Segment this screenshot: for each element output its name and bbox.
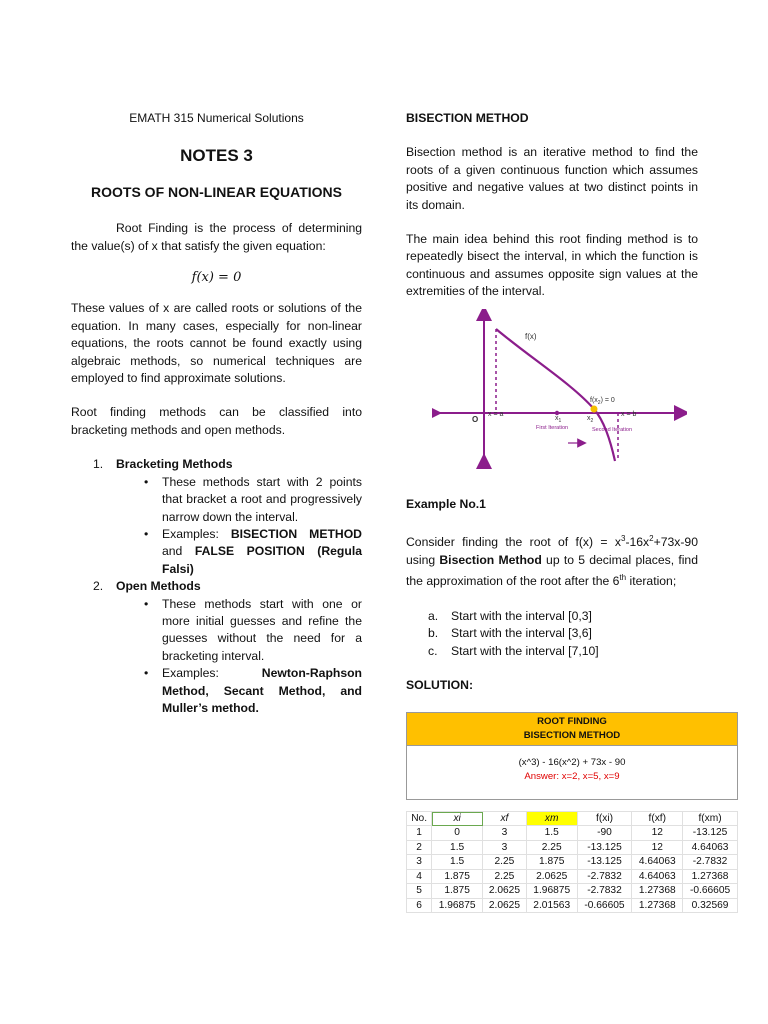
option-letter: c. [428, 643, 438, 658]
table-row [407, 826, 738, 840]
table-cell: 12 [632, 840, 683, 854]
table-title-line2: BISECTION METHOD [523, 729, 621, 741]
table-cell: -13.125 [577, 855, 632, 869]
root-point [591, 405, 598, 412]
table-cell: 1.96875 [432, 898, 483, 912]
notes-title: NOTES 3 [180, 146, 253, 166]
x1-label: $x_1$ [555, 414, 562, 424]
table-cell: 1.5 [432, 840, 483, 854]
table-cell: 6 [407, 898, 432, 912]
classification-paragraph: Root finding methods can be classified into bracketing methods and open methods. [71, 405, 362, 437]
header-fxm: f(xm) [683, 812, 738, 826]
bisection-heading: BISECTION METHOD [406, 111, 529, 125]
table-cell: 1 [407, 826, 432, 840]
interval-options [406, 608, 698, 660]
table-cell: 4.64063 [632, 869, 683, 883]
table-equation: (x^3) - 16(x^2) + 73x - 90 [518, 757, 626, 769]
bullet-text: Examples: [162, 666, 262, 681]
example-text: up to 5 decimal places, find the approximation of the root after the 6 [406, 552, 698, 589]
table-cell: 2.25 [483, 855, 527, 869]
course-title: EMATH 315 Numerical Solutions [129, 111, 304, 125]
bullet-bold: BISECTION METHOD [230, 526, 362, 541]
table-row [407, 898, 738, 912]
table-row [407, 840, 738, 854]
option-item [406, 625, 698, 642]
bullet-text: These methods start with one or more initial guesses and refine the guesses without the need for a bracketing interval. [162, 596, 362, 663]
function-curve [496, 329, 615, 461]
example-sup: 2 [649, 534, 654, 544]
bisection-graph [432, 309, 687, 469]
table-cell: 3 [483, 826, 527, 840]
table-cell: 2.25 [483, 869, 527, 883]
table-title-line1: ROOT FINDING [537, 716, 607, 728]
table-cell: 4 [407, 869, 432, 883]
example-text: Consider finding the root of f(x) = x [406, 535, 621, 550]
option-item [406, 643, 698, 660]
table-cell: -13.125 [577, 840, 632, 854]
header-fxi: f(xi) [577, 812, 632, 826]
bisection-idea: The main idea behind this root finding method is to repeatedly bisect the interval, in which the function is continuous and assumes opposite sign values at the extremities of the interval. [406, 232, 698, 299]
table-cell: 1.875 [526, 855, 577, 869]
example-statement [406, 530, 698, 590]
bullet-item [116, 526, 362, 578]
table-body [407, 826, 738, 912]
method-list [71, 456, 362, 717]
topic-heading: ROOTS OF NON-LINEAR EQUATIONS [91, 183, 342, 200]
table-cell: 4.64063 [632, 855, 683, 869]
second-iteration-label: Second Iteration [592, 426, 633, 433]
list-item [71, 578, 362, 717]
table-row [407, 884, 738, 898]
table-row [407, 855, 738, 869]
table-header-row [407, 812, 738, 826]
example-text: +73x-90 using [406, 535, 698, 567]
x-b-label: x = b [621, 410, 637, 418]
table-cell: 2.25 [526, 840, 577, 854]
table-answer: Answer: x=2, x=5, x=9 [524, 770, 620, 782]
example-title: Example No.1 [406, 497, 486, 512]
table-cell: -0.66605 [683, 884, 738, 898]
table-row [407, 869, 738, 883]
header-no: No. [407, 812, 432, 826]
list-number: 1. [93, 457, 104, 472]
bisection-definition: Bisection method is an iterative method to find the roots of a given continuous function which assumes positive and negative values at two distinct points in its domain. [406, 145, 698, 212]
bullet-bold: Newton-Raphson Method, Secant Method, and Muller’s method. [162, 666, 362, 715]
spacer-cell [407, 800, 738, 812]
bullet-text: and [162, 544, 195, 559]
root-finding-table [406, 712, 738, 912]
option-text: Start with the interval [0,3] [451, 608, 592, 623]
table-cell: 1.5 [432, 855, 483, 869]
table-cell: 4.64063 [683, 840, 738, 854]
equation-row [407, 746, 738, 800]
bullet-item [116, 474, 362, 526]
bullet-text: Examples: [162, 526, 231, 541]
option-item [406, 608, 698, 625]
table-cell: -13.125 [683, 826, 738, 840]
header-xi[interactable]: xi [432, 812, 483, 826]
roots-paragraph: These values of x are called roots or solutions of the equation. In many cases, especially for non-linear equations, the roots cannot be found exactly using algebraic methods, so numerical techniques are employed to find approximate solutions. [71, 301, 362, 386]
table-cell: 3 [483, 840, 527, 854]
example-sup: th [619, 573, 627, 583]
formula: f(x) = 0 [191, 270, 242, 286]
table-cell: 2 [407, 840, 432, 854]
header-xf: xf [483, 812, 527, 826]
list-title: Bracketing Methods [116, 457, 233, 472]
bullet-bold: FALSE POSITION (Regula Falsi) [162, 544, 362, 576]
sub-list [71, 474, 362, 578]
table-cell: 2.01563 [526, 898, 577, 912]
solution-title: SOLUTION: [406, 678, 474, 693]
header-fxf: f(xf) [632, 812, 683, 826]
intro-paragraph: Root Finding is the process of determining the value(s) of x that satisfy the given equation: [71, 221, 362, 253]
fx-label: f(x) [525, 331, 537, 341]
sub-list [71, 596, 362, 718]
header-xm: xm [526, 812, 577, 826]
table-cell: 0 [432, 826, 483, 840]
option-text: Start with the interval [3,6] [451, 626, 592, 641]
bullet-text: These methods start with 2 points that bracket a root and progressively narrow down the interval. [162, 474, 362, 524]
table-cell: 3 [407, 855, 432, 869]
table-cell: 1.96875 [526, 884, 577, 898]
bullet-item [116, 596, 362, 666]
table-cell: -2.7832 [683, 855, 738, 869]
table-cell: -2.7832 [577, 869, 632, 883]
list-item [71, 456, 362, 578]
equation-cell [407, 746, 738, 800]
table-cell: 1.27368 [632, 898, 683, 912]
right-column [406, 110, 731, 913]
list-number: 2. [93, 579, 104, 594]
table-cell: 1.875 [432, 869, 483, 883]
table-cell: 2.0625 [483, 884, 527, 898]
table-cell: 1.5 [526, 826, 577, 840]
table-cell: 2.0625 [526, 869, 577, 883]
example-sup: 3 [620, 534, 626, 544]
option-letter: a. [428, 608, 439, 623]
x-a-label: x = a [488, 410, 504, 418]
spacer-row [407, 800, 738, 812]
fx2-label: $f(x_2) = 0$ [590, 396, 615, 406]
example-bold: Bisection Method [439, 552, 542, 567]
left-column [71, 110, 362, 717]
table-cell: 5 [407, 884, 432, 898]
bullet-item [116, 665, 362, 717]
table-title-row [407, 713, 738, 746]
table-cell: -90 [577, 826, 632, 840]
table-cell: -2.7832 [577, 884, 632, 898]
table-cell: -0.66605 [577, 898, 632, 912]
table-cell: 0.32569 [683, 898, 738, 912]
table-cell: 2.0625 [483, 898, 527, 912]
example-text: iteration; [626, 574, 677, 589]
table-title [407, 713, 738, 746]
table-cell: 1.27368 [632, 884, 683, 898]
table-cell: 12 [632, 826, 683, 840]
list-title: Open Methods [116, 579, 201, 594]
x2-label: $x_2$ [587, 414, 594, 424]
example-text: -16x [625, 535, 650, 550]
option-letter: b. [428, 626, 439, 641]
origin-label: O [472, 414, 479, 424]
table-cell: 1.27368 [683, 869, 738, 883]
table-cell: 1.875 [432, 884, 483, 898]
option-text: Start with the interval [7,10] [451, 643, 599, 658]
first-iteration-label: First Iteration [536, 424, 569, 431]
